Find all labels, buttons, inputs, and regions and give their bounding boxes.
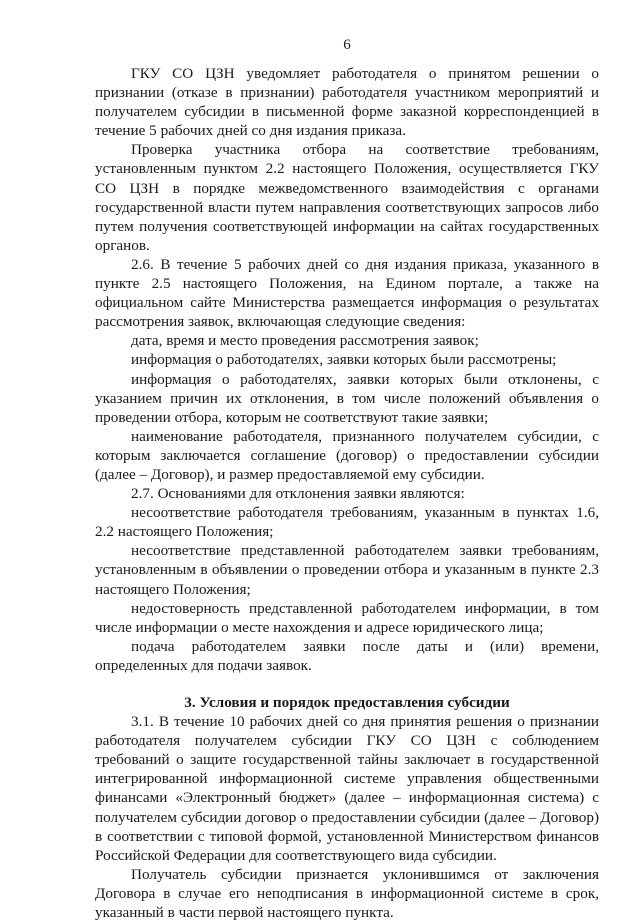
list-item-employer-mismatch: несоответствие работодателя требованиям, указанным в пунктах 1.6, 2.2 настоящего Положения; bbox=[95, 504, 599, 541]
list-item-rejected-employers: информация о работодателях, заявки которых были отклонены, с указанием причин их отклонения, в том числе положений объявления о проведении отбора, которым не соответствуют такие заявки; bbox=[95, 370, 599, 426]
list-item-late-submission: подача работодателем заявки после даты и (или) времени, определенных для подачи заявок. bbox=[95, 637, 599, 674]
section-heading: 3. Условия и порядок предоставления субсидии bbox=[184, 694, 510, 711]
paragraph-2-7: 2.7. Основаниями для отклонения заявки являются: bbox=[131, 485, 465, 503]
list-item-false-information: недостоверность представленной работодателем информации, в том числе информации о месте нахождения и адресе юридического лица; bbox=[95, 599, 599, 636]
list-item-date-time-place: дата, время и место проведения рассмотрения заявок; bbox=[131, 332, 479, 350]
document-page bbox=[95, 36, 599, 922]
list-item-reviewed-employers: информация о работодателях, заявки которых были рассмотрены; bbox=[131, 351, 557, 369]
list-item-application-mismatch: несоответствие представленной работодателем заявки требованиям, установленным в объявлении о проведении отбора и указанным в пункте 2.3 настоящего Положения; bbox=[95, 542, 599, 598]
paragraph-3-1: 3.1. В течение 10 рабочих дней со дня принятия решения о признании работодателя получателем субсидии ГКУ СО ЦЗН с соблюдением требований о защите государственной тайны заключает в государственной интегрированной информационной системе управления общественными финансами «Электронный бюджет» (далее – информационная система) с получателем субсидии договор о предоставлении субсидии (далее – Договор) в соответствии с типовой формой, установленной Министерством финансов Российской Федерации для соответствующего вида субсидии. bbox=[95, 713, 599, 864]
paragraph-notification: ГКУ СО ЦЗН уведомляет работодателя о принятом решении о признании (отказе в признании) работодателя участником мероприятий и получателем субсидии в письменной форме заказной корреспонденцией в течение 5 рабочих дней со дня издания приказа. bbox=[95, 65, 599, 140]
paragraph-2-6: 2.6. В течение 5 рабочих дней со дня издания приказа, указанного в пункте 2.5 настоящего Положения, на Едином портале, а также на официальном сайте Министерства размещается информация о результатах рассмотрения заявок, включающая следующие сведения: bbox=[95, 255, 599, 331]
list-item-recipient-name: наименование работодателя, признанного получателем субсидии, с которым заключается соглашение (договор) о предоставлении субсидии (далее – Договор), и размер предоставляемой ему субсидии. bbox=[95, 427, 599, 483]
page-number: 6 bbox=[343, 37, 351, 53]
paragraph-evasion: Получатель субсидии признается уклонившимся от заключения Договора в случае его неподписания в информационной системе в срок, указанный в части первой настоящего пункта. bbox=[95, 865, 599, 922]
paragraph-verification: Проверка участника отбора на соответствие требованиям, установленным пунктом 2.2 настоящего Положения, осуществляется ГКУ СО ЦЗН в порядке межведомственного взаимодействия с органами государственной власти путем направления соответствующих запросов либо путем получения соответствующей информации на сайтах государственных органов. bbox=[95, 141, 599, 254]
